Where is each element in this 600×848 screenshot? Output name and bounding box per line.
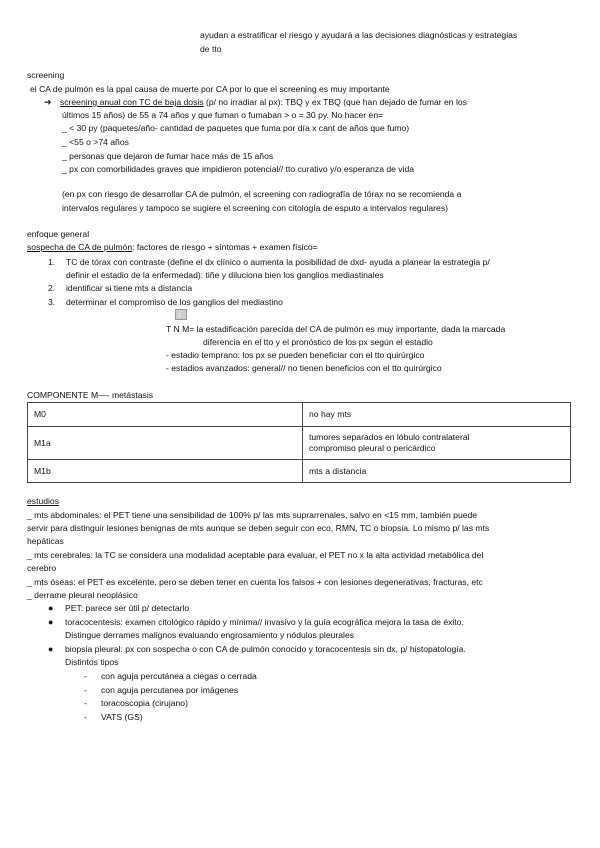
step-number: 3.: [48, 297, 56, 307]
estudios-cer-1: _ mts cerebrales: la TC se considera una modalidad aceptable para evaluar, el PET no x la alta actividad metabólica del: [27, 550, 484, 560]
screening-note-line2: intervalos regulares y tampoco se sugiere el screening con citología de esputo a intervalos regulares): [62, 203, 448, 213]
bullet-icon: ●: [48, 617, 54, 627]
table-row: [28, 403, 571, 427]
bullet-text: PET: parece ser útil p/ detectarlo: [65, 603, 190, 613]
estudios-heading: estudios: [27, 496, 60, 506]
desc-line: tumores separados en lóbulo contralateral: [309, 432, 470, 442]
step-number: 2.: [48, 283, 56, 293]
enfoque-heading: enfoque general: [27, 229, 90, 239]
table-cell-code: M1b: [28, 460, 303, 483]
screening-recommendation: [44, 95, 467, 109]
sospecha-rest: : factores de riesgo + síntomas + examen físico=: [132, 242, 318, 252]
bullet-text: Distingue derrames malignos evaluando engrosamiento y nódulos pleurales: [65, 630, 355, 640]
tipo-item: con aguja percutánea a ciegas o cerrada: [101, 671, 257, 681]
top-line-2: de tto: [200, 44, 222, 54]
table-cell-desc: [303, 403, 571, 427]
screening-intro: el CA de pulmón es la ppal causa de muerte por CA por lo que el screening es muy importante: [30, 84, 390, 94]
step-line: definir el estadio de la enfermedad): tiñe y diluciona bien los ganglios mediastinales: [66, 270, 384, 280]
table-cell-desc: [303, 460, 571, 483]
dash-icon: -: [84, 671, 87, 681]
collapse-arrow-icon: [175, 309, 187, 320]
table-cell-desc: [303, 427, 571, 460]
estudios-cer-2: cerebro: [27, 563, 57, 573]
dash-icon: -: [84, 698, 87, 708]
arrow-right-icon: ➔: [44, 97, 52, 107]
screening-exclusion: _ < 30 py (paquetes/año- cantidad de paquetes que fuma por día x cant de años que fumo): [62, 123, 410, 133]
top-line-1: ayudan a estratificar el riesgo y ayudará a las decisiones diagnósticas y estrategias: [200, 30, 518, 40]
tnm-line-1: T N M= la estadificación parecida del CA de pulmón es muy importante, dada la marcada: [166, 324, 506, 334]
estudios-osea: _ mts óseas: el PET es excelente, pero se deben tener en cuenta los falsos + con lesiones degenerativas, fracturas, etc: [27, 577, 483, 587]
tnm-line-2: diferencia en el tto y el pronóstico de los px según el estadio: [203, 337, 433, 347]
desc-line: compromiso pleural o pericárdico: [309, 443, 436, 453]
estudios-abd-3: hepáticas: [27, 536, 64, 546]
bullet-text: toracocentesis: examen citológico rápido y mínima// invasivo y la guía ecográfica mejora la tasa de éxito.: [65, 617, 464, 627]
screening-heading: screening: [27, 70, 65, 80]
screening-exclusion: _ personas que dejaron de fumar hace más de 15 años: [62, 151, 274, 161]
desc-line: no hay mts: [309, 409, 352, 419]
metastasis-table: [27, 402, 571, 483]
dash-icon: -: [84, 712, 87, 722]
tipo-item: toracoscopia (cirujano): [101, 698, 188, 708]
step-line: TC de tórax con contraste (define el dx clínico o aumenta la posibilidad de dxd- ayuda a planear la estrategia p/: [66, 257, 490, 267]
screening-rec-rest: (p/ no irradiar al px): TBQ y ex TBQ (que han dejado de fumar en los: [203, 97, 467, 107]
estudios-abd-2: servir para distinguir lesiones benignas de mts aunque se deben seguir con eco, RMN, TC o biopsia. Lo mismo p/ las mts: [27, 523, 490, 533]
tipo-item: con aguja percutanea por imágenes: [101, 685, 239, 695]
screening-rec-label: screening anual con TC de baja dosis: [59, 97, 204, 107]
bullet-text: Distintos tipos: [65, 657, 119, 667]
tnm-line-4: - estadios avanzados: general// no tienen beneficios con el tto quirúrgico: [166, 363, 442, 373]
tipo-item: VATS (GS): [101, 712, 143, 722]
bullet-icon: ●: [48, 644, 54, 654]
table-cell-code: M0: [28, 403, 303, 427]
table-row: [28, 427, 571, 460]
sospecha-line: [27, 240, 318, 254]
sospecha-label: sospecha de CA de pulmón: [27, 242, 133, 252]
bullet-icon: ●: [48, 603, 54, 613]
tnm-line-3: - estadio temprano: los px se pueden beneficiar con el tto quirúrgico: [166, 350, 425, 360]
estudios-abd-1: _ mts abdominales: el PET tiene una sensibilidad de 100% p/ las mts suprarrenales, salvo en <15 mm, también puede: [27, 510, 478, 520]
step-line: identificar si tiene mts a distancia: [66, 283, 193, 293]
estudios-derrame: _ derrame pleural neoplásico: [27, 590, 138, 600]
componente-heading: COMPONENTE M—- metástasis: [27, 390, 154, 400]
table-cell-code: M1a: [28, 427, 303, 460]
desc-line: mts a distancia: [309, 465, 367, 476]
step-line: determinar el compromiso de los ganglios del mediastino: [66, 297, 283, 307]
screening-note-line1: (en px con riesgo de desarrollar CA de pulmón, el screening con radiografía de tórax no se recomienda a: [62, 189, 462, 199]
screening-exclusion: _ px con comorbilidades graves que impidieron potencial// tto curativo y/o esperanza de vida: [62, 164, 415, 174]
dash-icon: -: [84, 685, 87, 695]
screening-exclusion: _ <55 o >74 años: [62, 137, 129, 147]
step-number: 1.: [48, 257, 56, 267]
bullet-text: biopsia pleural: px con sospecha o con CA de pulmón conocido y toracocentesis sin dx, p/ histopatología.: [65, 644, 466, 654]
screening-rec-line2: últimos 15 años) de 55 a 74 años y que fuman o fumaban > o = 30 py. No hacer en=: [62, 110, 384, 120]
table-row: [28, 460, 571, 483]
